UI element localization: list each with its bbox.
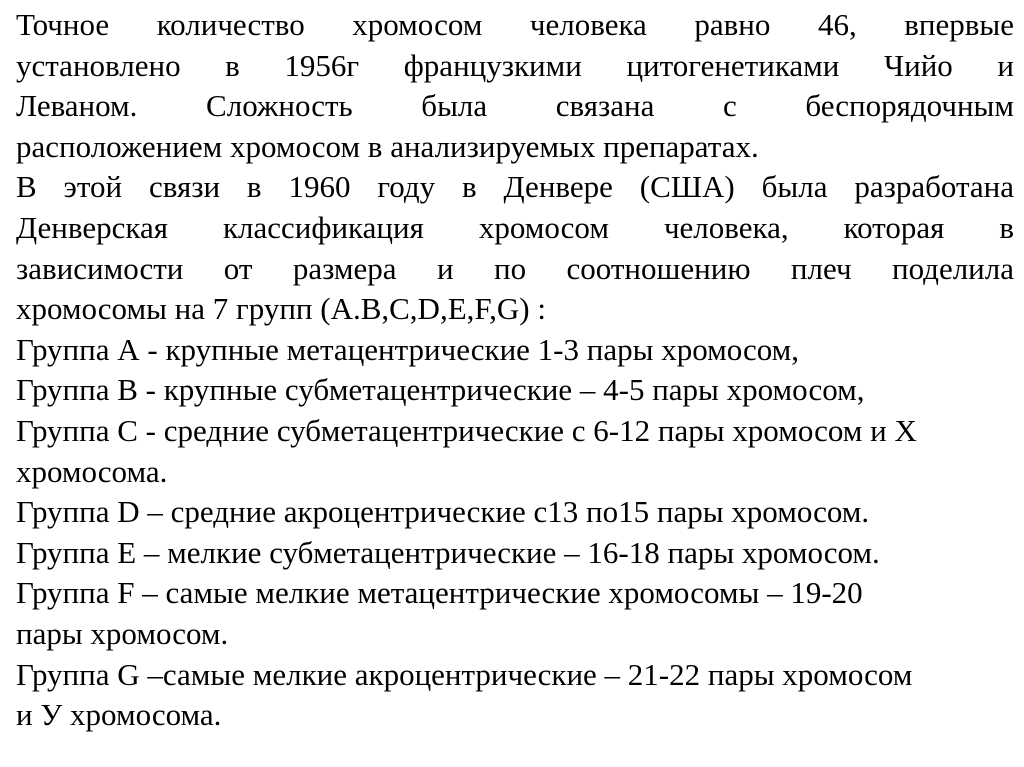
text-line-12: хромосома.: [16, 453, 168, 489]
text-line-8: хромосомы на 7 групп (A.B,C,D,E,F,G) :: [16, 291, 546, 327]
text-line-3: Леваном. Сложность была связана с беспорядочным: [16, 88, 1014, 124]
text-line-4: расположением хромосом в анализируемых препаратах.: [16, 128, 759, 164]
document-text: [16, 0, 1014, 767]
text-line-10: Группа В - крупные субметацентрические – 4-5 пары хромосом,: [16, 372, 865, 408]
text-line-1: Точное количество хромосом человека равно 46, впервые: [16, 7, 1014, 42]
text-line-13: Группа D – средние акроцентрические с13 по15 пары хромосом.: [16, 494, 870, 530]
text-line-11: Группа С - средние субметацентрические с 6-12 пары хромосом и Х: [16, 412, 917, 448]
text-line-9: Группа А - крупные метацентрические 1-3 пары хромосом,: [16, 331, 800, 367]
text-line-17: Группа G –самые мелкие акроцентрические – 21-22 пары хромосом: [16, 656, 913, 692]
text-line-16: пары хромосом.: [16, 615, 229, 651]
text-line-18: и У хромосома.: [16, 697, 222, 733]
text-line-14: Группа Е – мелкие субметацентрические – 16-18 пары хромосом.: [16, 534, 880, 570]
text-line-15: Группа F – самые мелкие метацентрические хромосомы – 19-20: [16, 575, 863, 611]
text-line-2: установлено в 1956г французкими цитогенетиками Чийо и: [16, 47, 1014, 83]
text-line-6: Денверская классификация хромосом человека, которая в: [16, 209, 1014, 245]
text-line-7: зависимости от размера и по соотношению плеч поделила: [16, 250, 1014, 286]
text-line-5: В этой связи в 1960 году в Денвере (США) была разработана: [16, 169, 1014, 205]
